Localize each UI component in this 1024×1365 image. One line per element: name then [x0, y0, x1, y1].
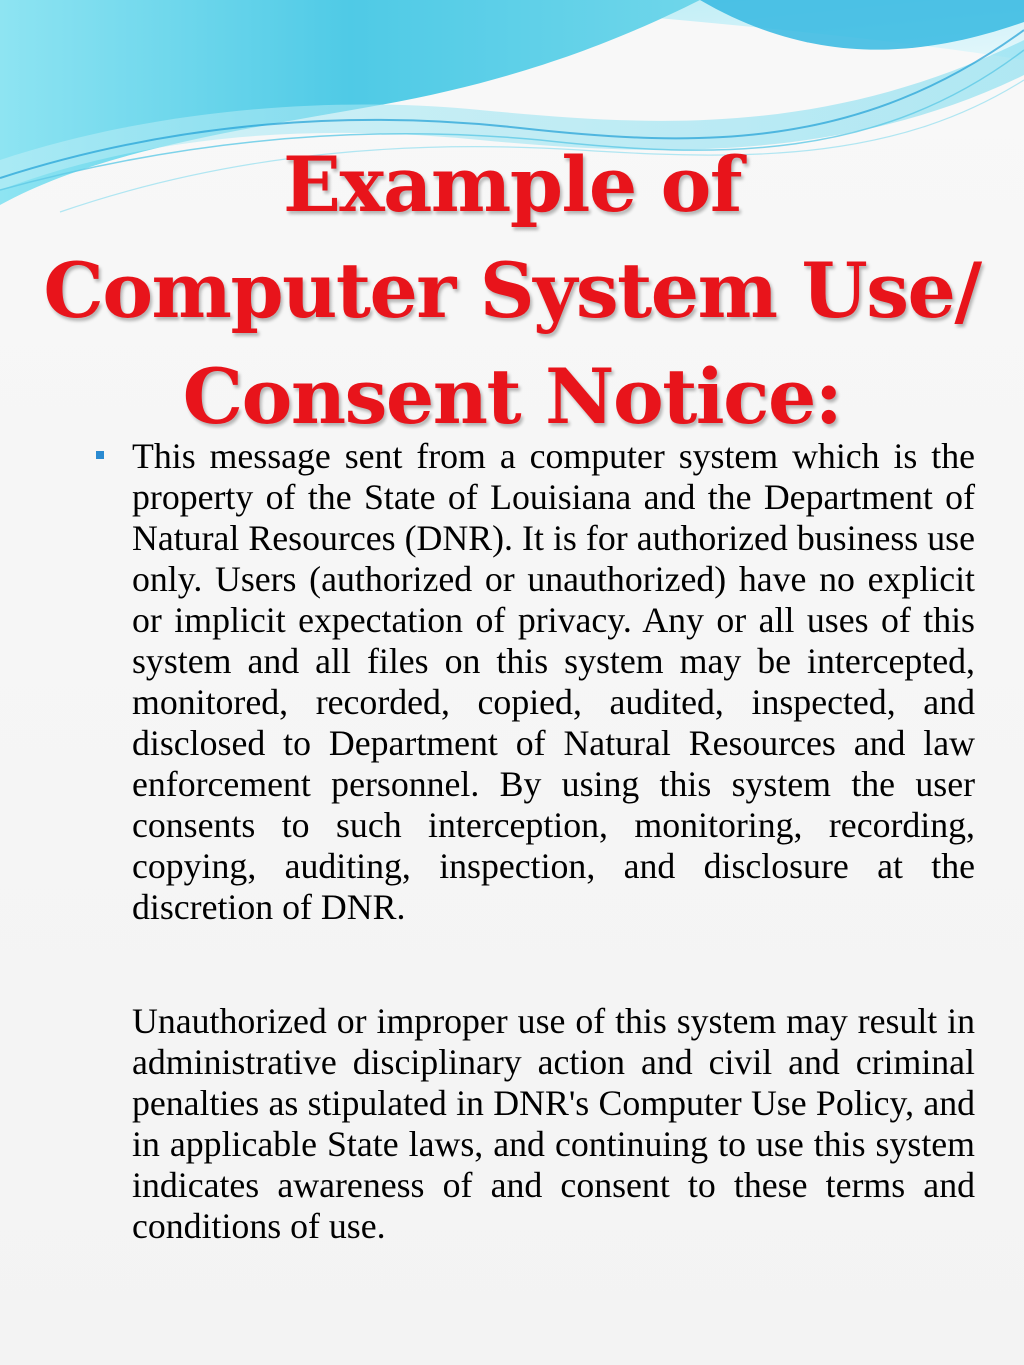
slide-title — [30, 132, 994, 450]
notice-body — [132, 436, 975, 1247]
title-line-2: Computer System Use/ — [43, 246, 981, 335]
notice-paragraph-2 — [132, 1001, 975, 1247]
notice-paragraph-1 — [132, 436, 975, 928]
notice-paragraph-1-text: This message sent from a computer system which is the property of the State of Louisiana and the Department of Natural Resources (DNR). It is for authorized business use only. Users (authorized or unauthorized) have no explicit or implicit expectation of privacy. Any or all uses of this system and all files on this system may be intercepted, monitored, recorded, copied, audited, inspected, and disclosed to Department of Natural Resources and law enforcement personnel. By using this system the user consents to such interception, monitoring, recording, copying, auditing, inspection, and disclosure at the discretion of DNR. — [132, 436, 975, 927]
notice-paragraph-2-text: Unauthorized or improper use of this system may result in administrative disciplinary action and civil and criminal penalties as stipulated in DNR's Computer Use Policy, and in applicable State laws, and continuing to use this system indicates awareness of and consent to these terms and conditions of use. — [132, 1001, 975, 1246]
square-bullet-icon — [96, 451, 104, 459]
title-line-1: Example of — [282, 140, 742, 229]
title-line-3: Consent Notice: — [182, 352, 842, 441]
